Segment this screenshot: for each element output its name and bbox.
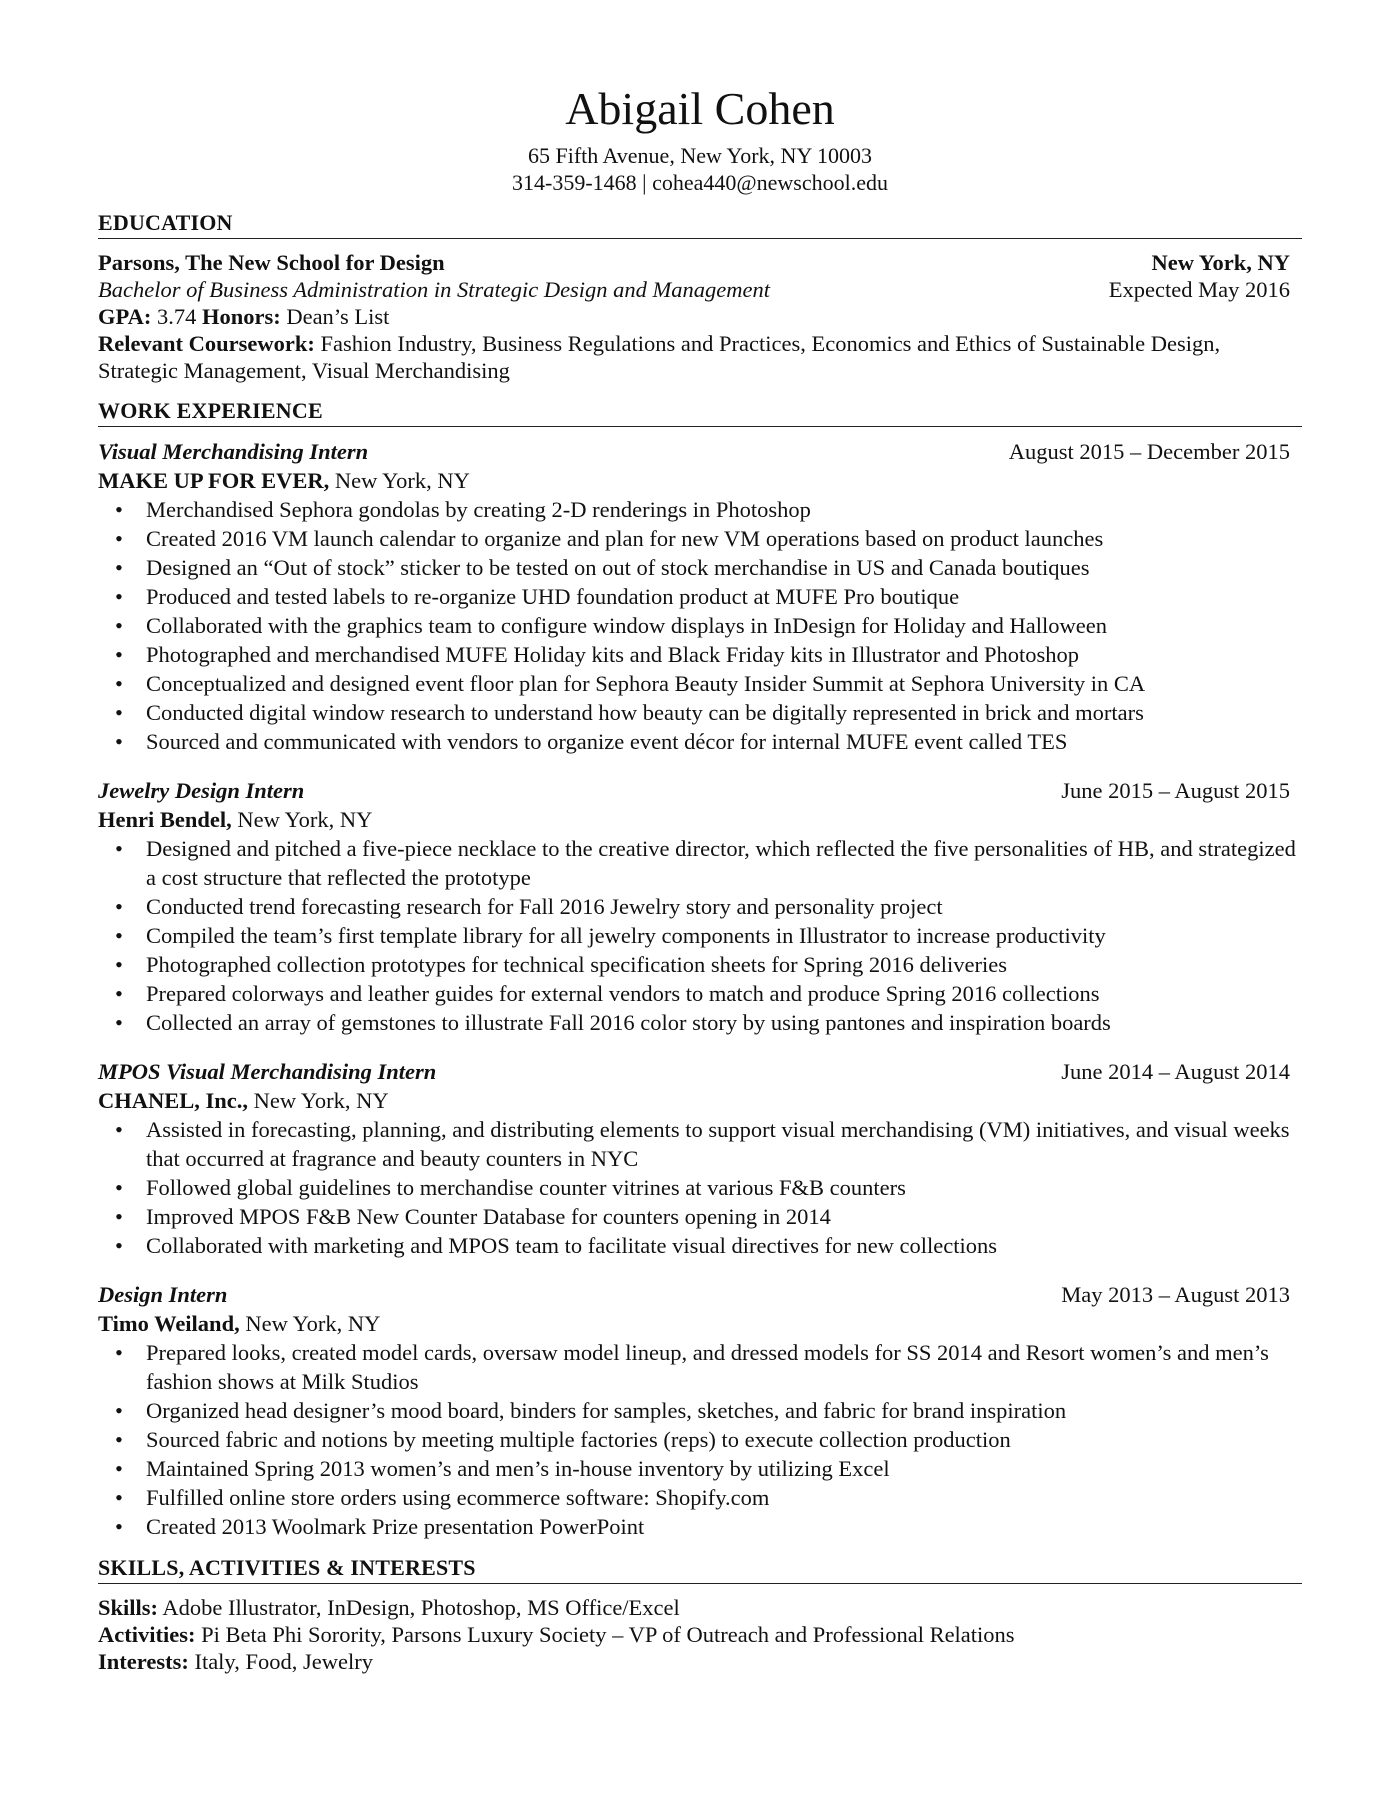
bullet-icon: • xyxy=(115,1233,123,1258)
skills-line xyxy=(98,1594,1302,1621)
bullet-text: Organized head designer’s mood board, binders for samples, sketches, and fabric for brand inspiration xyxy=(146,1398,1067,1423)
bullet-icon: • xyxy=(115,729,123,754)
bullet-text: Assisted in forecasting, planning, and distributing elements to support visual merchandising (VM) initiatives, and visual weeks that occurred at fragrance and beauty counters in NYC xyxy=(146,1117,1290,1171)
coursework-label: Relevant Coursework: xyxy=(98,331,315,356)
company-location: New York, NY xyxy=(245,1311,381,1336)
bullet-icon: • xyxy=(115,700,123,725)
job-title-row xyxy=(98,776,1302,805)
list-item xyxy=(98,1115,1302,1173)
skills-section xyxy=(98,1594,1302,1675)
job-title-row xyxy=(98,437,1302,466)
job-title: Design Intern xyxy=(98,1282,228,1307)
list-item xyxy=(98,979,1302,1008)
bullet-icon: • xyxy=(115,981,123,1006)
list-item xyxy=(98,727,1302,756)
job-bullet-list xyxy=(98,1338,1302,1541)
bullet-icon: • xyxy=(115,1456,123,1481)
bullet-text: Conducted trend forecasting research for Fall 2016 Jewelry story and personality project xyxy=(146,894,943,919)
work-experience-section xyxy=(98,437,1302,1541)
list-item xyxy=(98,553,1302,582)
company-name: MAKE UP FOR EVER, xyxy=(98,468,330,493)
company-row xyxy=(98,466,1302,495)
list-item xyxy=(98,834,1302,892)
bullet-icon: • xyxy=(115,1175,123,1200)
job-title: Jewelry Design Intern xyxy=(98,778,305,803)
bullet-text: Conceptualized and designed event floor plan for Sephora Beauty Insider Summit at Sephora University in CA xyxy=(146,671,1146,696)
bullet-text: Created 2013 Woolmark Prize presentation PowerPoint xyxy=(146,1514,645,1539)
interests-line xyxy=(98,1648,1302,1675)
list-item xyxy=(98,1338,1302,1396)
company-location: New York, NY xyxy=(237,807,373,832)
address: 65 Fifth Avenue, New York, NY 10003 xyxy=(527,143,873,168)
company-location: New York, NY xyxy=(334,468,470,493)
school-row xyxy=(98,249,1302,276)
bullet-icon: • xyxy=(115,555,123,580)
bullet-icon: • xyxy=(115,1204,123,1229)
job-entry xyxy=(98,1057,1302,1260)
company-name: Timo Weiland, xyxy=(98,1311,240,1336)
bullet-text: Collected an array of gemstones to illustrate Fall 2016 color story by using pantones and inspiration boards xyxy=(146,1010,1111,1035)
honors-label: Honors: xyxy=(201,304,281,329)
job-bullet-list xyxy=(98,1115,1302,1260)
bullet-icon: • xyxy=(115,1398,123,1423)
bullet-icon: • xyxy=(115,923,123,948)
list-item xyxy=(98,1008,1302,1037)
gpa-value: 3.74 xyxy=(156,304,197,329)
skills-heading: SKILLS, ACTIVITIES & INTERESTS xyxy=(98,1555,1302,1584)
school-location: New York, NY xyxy=(1151,250,1290,275)
list-item xyxy=(98,892,1302,921)
job-dates: June 2015 – August 2015 xyxy=(1061,778,1290,803)
bullet-icon: • xyxy=(115,526,123,551)
list-item xyxy=(98,582,1302,611)
bullet-icon: • xyxy=(115,1427,123,1452)
bullet-icon: • xyxy=(115,497,123,522)
list-item xyxy=(98,611,1302,640)
list-item xyxy=(98,1173,1302,1202)
list-item xyxy=(98,524,1302,553)
job-title-row xyxy=(98,1057,1302,1086)
job-title: Visual Merchandising Intern xyxy=(98,439,369,464)
graduation-date: Expected May 2016 xyxy=(1108,277,1290,302)
work-experience-heading: WORK EXPERIENCE xyxy=(98,398,1302,427)
interests-value: Italy, Food, Jewelry xyxy=(194,1649,373,1674)
bullet-text: Sourced fabric and notions by meeting multiple factories (reps) to execute collection production xyxy=(146,1427,1011,1452)
bullet-icon: • xyxy=(115,1117,123,1142)
job-title-row xyxy=(98,1280,1302,1309)
activities-value: Pi Beta Phi Sorority, Parsons Luxury Society – VP of Outreach and Professional Relations xyxy=(201,1622,1015,1647)
honors-value: Dean’s List xyxy=(286,304,390,329)
skills-label: Skills: xyxy=(98,1595,159,1620)
bullet-icon: • xyxy=(115,671,123,696)
resume-header xyxy=(98,82,1302,196)
coursework-value: Fashion Industry, Business Regulations and Practices, Economics and Ethics of Sustainable Design, Strategic Management, Visual Merchandising xyxy=(98,331,1221,383)
interests-label: Interests: xyxy=(98,1649,189,1674)
company-name: Henri Bendel, xyxy=(98,807,232,832)
bullet-text: Collaborated with marketing and MPOS team to facilitate visual directives for new collections xyxy=(146,1233,998,1258)
job-dates: June 2014 – August 2014 xyxy=(1061,1059,1290,1084)
education-section xyxy=(98,249,1302,384)
bullet-text: Designed and pitched a five-piece necklace to the creative director, which reflected the five personalities of HB, and strategized a cost structure that reflected the prototype xyxy=(146,836,1296,890)
bullet-icon: • xyxy=(115,642,123,667)
bullet-text: Sourced and communicated with vendors to organize event décor for internal MUFE event called TES xyxy=(146,729,1068,754)
job-bullet-list xyxy=(98,834,1302,1037)
list-item xyxy=(98,669,1302,698)
bullet-text: Merchandised Sephora gondolas by creating 2-D renderings in Photoshop xyxy=(146,497,811,522)
company-row xyxy=(98,1309,1302,1338)
degree-row xyxy=(98,276,1302,303)
job-dates: May 2013 – August 2013 xyxy=(1061,1282,1290,1307)
bullet-text: Produced and tested labels to re-organize UHD foundation product at MUFE Pro boutique xyxy=(146,584,960,609)
job-dates: August 2015 – December 2015 xyxy=(1008,439,1290,464)
phone-email: 314-359-1468 | cohea440@newschool.edu xyxy=(512,170,888,195)
bullet-icon: • xyxy=(115,1514,123,1539)
list-item xyxy=(98,950,1302,979)
job-entry xyxy=(98,1280,1302,1541)
bullet-icon: • xyxy=(115,584,123,609)
gpa-line xyxy=(98,303,1302,330)
company-row xyxy=(98,1086,1302,1115)
list-item xyxy=(98,1231,1302,1260)
bullet-icon: • xyxy=(115,613,123,638)
list-item xyxy=(98,698,1302,727)
coursework-line xyxy=(98,330,1302,384)
bullet-icon: • xyxy=(115,952,123,977)
bullet-text: Compiled the team’s first template library for all jewelry components in Illustrator to increase productivity xyxy=(146,923,1106,948)
list-item xyxy=(98,921,1302,950)
bullet-text: Prepared colorways and leather guides for external vendors to match and produce Spring 2016 collections xyxy=(146,981,1100,1006)
bullet-icon: • xyxy=(115,836,123,861)
list-item xyxy=(98,1425,1302,1454)
bullet-text: Photographed and merchandised MUFE Holiday kits and Black Friday kits in Illustrator and Photoshop xyxy=(146,642,1080,667)
bullet-icon: • xyxy=(115,894,123,919)
education-heading: EDUCATION xyxy=(98,210,1302,239)
company-name: CHANEL, Inc., xyxy=(98,1088,249,1113)
list-item xyxy=(98,1512,1302,1541)
school-name: Parsons, The New School for Design xyxy=(98,250,445,275)
job-entry xyxy=(98,776,1302,1037)
bullet-text: Created 2016 VM launch calendar to organize and plan for new VM operations based on product launches xyxy=(146,526,1104,551)
bullet-text: Photographed collection prototypes for technical specification sheets for Spring 2016 deliveries xyxy=(146,952,1008,977)
list-item xyxy=(98,1202,1302,1231)
bullet-text: Prepared looks, created model cards, oversaw model lineup, and dressed models for SS 2014 and Resort women’s and men’s fashion shows at Milk Studios xyxy=(146,1340,1269,1394)
job-entry xyxy=(98,437,1302,756)
skills-value: Adobe Illustrator, InDesign, Photoshop, MS Office/Excel xyxy=(162,1595,680,1620)
company-row xyxy=(98,805,1302,834)
list-item xyxy=(98,640,1302,669)
job-bullet-list xyxy=(98,495,1302,756)
bullet-icon: • xyxy=(115,1485,123,1510)
bullet-text: Maintained Spring 2013 women’s and men’s in-house inventory by utilizing Excel xyxy=(146,1456,890,1481)
bullet-text: Fulfilled online store orders using ecommerce software: Shopify.com xyxy=(146,1485,770,1510)
company-location: New York, NY xyxy=(253,1088,389,1113)
activities-line xyxy=(98,1621,1302,1648)
candidate-name: Abigail Cohen xyxy=(565,83,835,134)
list-item xyxy=(98,495,1302,524)
bullet-text: Designed an “Out of stock” sticker to be tested on out of stock merchandise in US and Canada boutiques xyxy=(146,555,1090,580)
degree: Bachelor of Business Administration in Strategic Design and Management xyxy=(98,277,771,302)
job-title: MPOS Visual Merchandising Intern xyxy=(98,1059,437,1084)
bullet-icon: • xyxy=(115,1340,123,1365)
list-item xyxy=(98,1483,1302,1512)
bullet-icon: • xyxy=(115,1010,123,1035)
bullet-text: Conducted digital window research to understand how beauty can be digitally represented in brick and mortars xyxy=(146,700,1144,725)
list-item xyxy=(98,1454,1302,1483)
bullet-text: Followed global guidelines to merchandise counter vitrines at various F&B counters xyxy=(146,1175,906,1200)
bullet-text: Collaborated with the graphics team to configure window displays in InDesign for Holiday and Halloween xyxy=(146,613,1108,638)
gpa-label: GPA: xyxy=(98,304,152,329)
activities-label: Activities: xyxy=(98,1622,196,1647)
list-item xyxy=(98,1396,1302,1425)
bullet-text: Improved MPOS F&B New Counter Database for counters opening in 2014 xyxy=(146,1204,831,1229)
